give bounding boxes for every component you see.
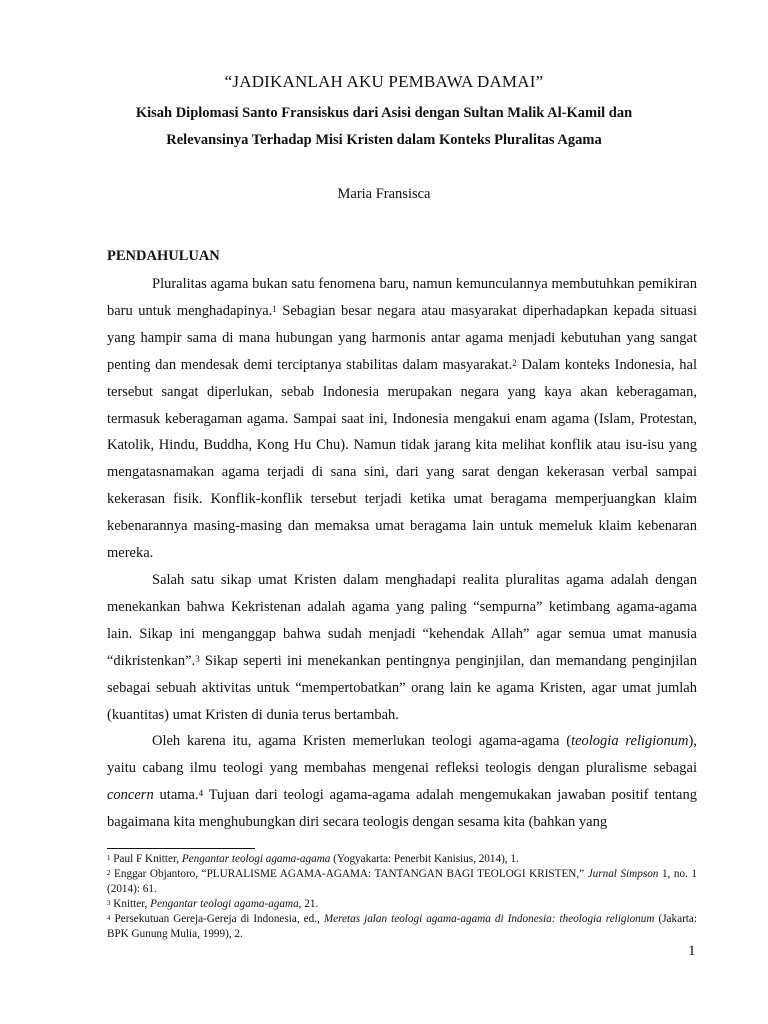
footnote bbox=[107, 912, 697, 942]
footnote bbox=[107, 867, 697, 897]
paragraph-text: utama. bbox=[153, 787, 199, 804]
footnote-title: Meretas jalan teologi agama-agama di Indonesia: theologia religionum bbox=[323, 913, 655, 925]
footnote-ref: 2 bbox=[512, 357, 517, 368]
paragraph-text: Tujuan dari teologi agama-agama adalah mengemukakan jawaban positif tentang bagaimana kita menghubungkan diri secara teologis dengan sesama kita (bahkan yang bbox=[107, 787, 697, 831]
footnote-text: Paul F Knitter, bbox=[110, 853, 182, 865]
footnote-text: , 21. bbox=[298, 898, 319, 910]
footnote bbox=[107, 897, 697, 912]
footnote-ref: 1 bbox=[272, 303, 277, 314]
footnote-text: (Yogyakarta: Penerbit Kanisius, 2014), 1. bbox=[330, 853, 519, 865]
footnote-text: Knitter, bbox=[110, 898, 151, 910]
footnote-number: 2 bbox=[107, 869, 111, 877]
footnote-text: (Jakarta: BPK Gunung Mulia, 1999), 2. bbox=[107, 913, 697, 940]
footnote-ref: 3 bbox=[195, 653, 200, 664]
italic-term: concern bbox=[107, 787, 154, 804]
footnote-title: Pengantar teologi agama-agama bbox=[181, 853, 331, 865]
footnote-separator bbox=[107, 848, 255, 849]
paragraph-text: Salah satu sikap umat Kristen dalam menghadapi realita pluralitas agama adalah dengan menekankan bahwa Kekristenan adalah agama yang paling “sempurna” ketimbang agama-agama lain. Sikap ini menganggap bahwa sudah menjadi “kehendak Allah” agar semua umat manusia “dikristenkan”. bbox=[107, 571, 697, 669]
section-heading: PENDAHULUAN bbox=[107, 248, 220, 264]
paragraph bbox=[107, 728, 697, 836]
paragraph-text: Sikap seperti ini menekankan pentingnya penginjilan, dan memandang penginjilan sebagai sebuah aktivitas untuk “mempertobatkan” orang lain ke agama Kristen, agar umat jumlah (kuantitas) umat Kristen di dunia terus bertambah. bbox=[107, 652, 697, 723]
footnote-text: Persekutuan Gereja-Gereja di Indonesia, ed., bbox=[110, 913, 324, 925]
footnote bbox=[107, 852, 697, 867]
page-number: 1 bbox=[688, 943, 696, 959]
footnotes bbox=[107, 852, 697, 942]
footnote-title: Jurnal Simpson bbox=[587, 868, 659, 880]
body-text bbox=[107, 271, 697, 836]
footnote-text: Enggar Objantoro, “PLURALISME AGAMA-AGAMA: TANTANGAN BAGI TEOLOGI KRISTEN,” bbox=[110, 868, 588, 880]
document-subtitle-line-2: Relevansinya Terhadap Misi Kristen dalam Konteks Pluralitas Agama bbox=[166, 132, 602, 148]
author-name: Maria Fransisca bbox=[337, 186, 431, 202]
footnote-ref: 4 bbox=[198, 788, 204, 799]
paragraph-text: ), yaitu cabang ilmu teologi yang membahas mengenai refleksi teologis dengan pluralisme sebagai bbox=[107, 733, 697, 777]
document-title: “JADIKANLAH AKU PEMBAWA DAMAI” bbox=[224, 72, 544, 91]
italic-term: teologia religionum bbox=[571, 733, 689, 750]
footnote-title: Pengantar teologi agama-agama bbox=[150, 898, 299, 910]
footnote-text: 1, no. 1 (2014): 61. bbox=[107, 868, 698, 895]
footnote-number: 3 bbox=[107, 899, 111, 907]
footnote-number: 1 bbox=[107, 854, 111, 862]
paragraph-text: Pluralitas agama bukan satu fenomena baru, namun kemunculannya membutuhkan pemikiran baru untuk menghadapinya. bbox=[107, 276, 697, 319]
paragraph bbox=[107, 271, 697, 567]
paragraph-text: Sebagian besar negara atau masyarakat diperhadapkan kepada situasi yang hampir sama di mana hubungan yang harmonis antar agama menjadi kebutuhan yang sangat penting dan mendesak demi terciptanya stabilitas dalam masyarakat. bbox=[107, 302, 697, 373]
document-subtitle-line-1: Kisah Diplomasi Santo Fransiskus dari Asisi dengan Sultan Malik Al-Kamil dan bbox=[135, 105, 633, 121]
paragraph-text: Oleh karena itu, agama Kristen memerlukan teologi agama-agama ( bbox=[152, 733, 572, 750]
paragraph bbox=[107, 567, 697, 728]
paragraph-text: Dalam konteks Indonesia, hal tersebut sangat diperlukan, sebab Indonesia merupakan negara yang kaya akan keberagaman, termasuk keberagaman agama. Sampai saat ini, Indonesia mengakui enam agama (Islam, Protestan, Katolik, Hindu, Buddha, Kong Hu Chu). Namun tidak jarang kita melihat konflik atau isu-isu yang mengatasnamakan agama terjadi di sana sini, dari yang sarat dengan kekerasan verbal sampai kekerasan fisik. Konflik-konflik tersebut terjadi ketika umat beragama memperjuangkan klaim kebenarannya masing-masing dan memaksa umat beragama lain untuk memeluk klaim kebenaran mereka. bbox=[107, 356, 698, 562]
footnote-number: 4 bbox=[107, 914, 111, 922]
